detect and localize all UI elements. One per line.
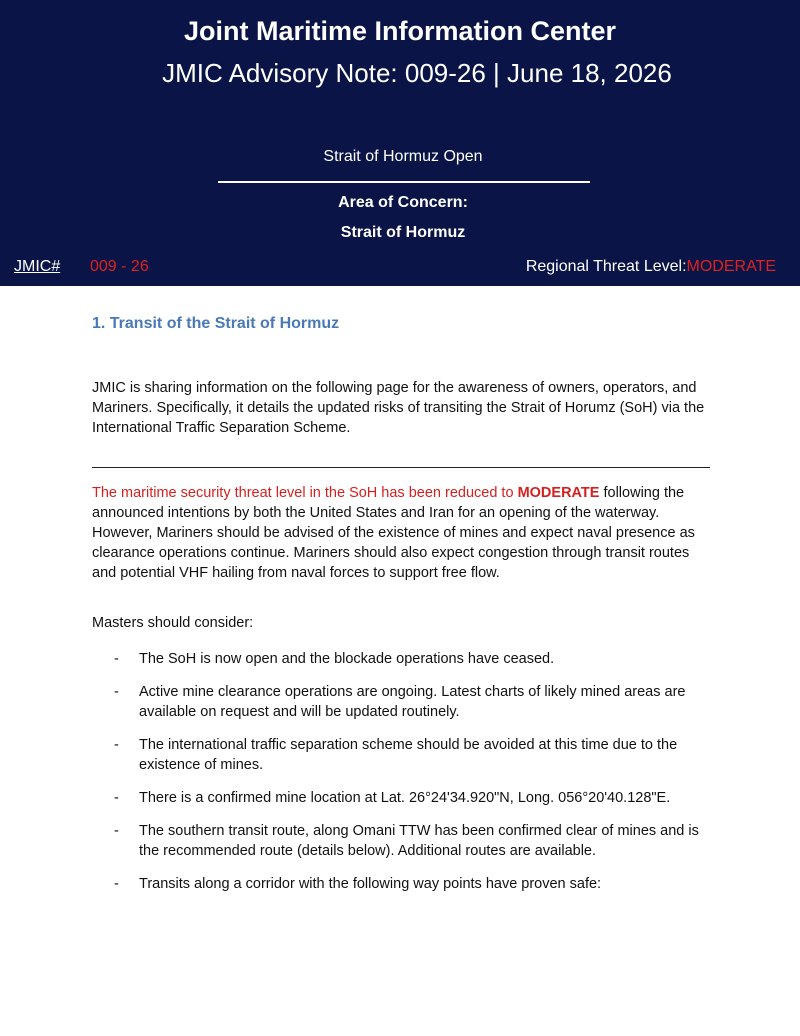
- threat-level-emphasis: MODERATE: [517, 485, 600, 501]
- list-item: [92, 821, 710, 861]
- threat-level-value: MODERATE: [686, 258, 776, 275]
- status-text: Strait of Hormuz Open: [323, 148, 483, 165]
- bullet-dash: -: [114, 823, 119, 839]
- jmic-number-value: 009 - 26: [90, 258, 149, 275]
- area-of-concern-value: Strait of Hormuz: [340, 224, 466, 241]
- jmic-number-label: JMIC#: [14, 258, 61, 275]
- list-item-text: The international traffic separation scheme should be avoided at this time due to the existence of mines.: [139, 737, 678, 773]
- advisory-header: [0, 0, 800, 286]
- bullet-dash: -: [114, 876, 119, 892]
- list-item: [92, 682, 710, 722]
- considerations-list: [92, 649, 710, 907]
- bullet-dash: -: [114, 790, 119, 806]
- threat-details: following the announced intentions by both the United States and Iran for an opening of the waterway. However, Mariners should be advised of the existence of mines and expect naval presence as clearance operations continue. Mariners should also expect congestion through transit routes and potential VHF hailing from naval forces to support free flow.: [92, 485, 695, 581]
- header-divider: [218, 181, 590, 183]
- regional-threat-level: [526, 258, 776, 276]
- section-divider: [92, 467, 710, 468]
- list-item: [92, 649, 710, 669]
- list-item-text: There is a confirmed mine location at Lat. 26°24'34.920"N, Long. 056°20'40.128"E.: [139, 790, 671, 806]
- list-item-text: Transits along a corridor with the following way points have proven safe:: [139, 876, 602, 892]
- intro-paragraph: JMIC is sharing information on the following page for the awareness of owners, operators, and Mariners. Specifically, it details the updated risks of transiting the Strait of Horumz (SoH) via the International Traffic Separation Scheme.: [92, 380, 705, 436]
- list-item-text: The SoH is now open and the blockade operations have ceased.: [139, 651, 555, 667]
- threat-level-label: Regional Threat Level:: [525, 258, 687, 275]
- bullet-dash: -: [114, 737, 119, 753]
- area-of-concern-label: Area of Concern:: [338, 194, 468, 211]
- list-item-text: Active mine clearance operations are ongoing. Latest charts of likely mined areas are available on request and will be updated routinely.: [139, 684, 686, 720]
- center-title: Joint Maritime Information Center: [183, 16, 617, 46]
- masters-label: Masters should consider:: [92, 615, 254, 631]
- advisory-subtitle: JMIC Advisory Note: 009-26 | June 18, 2026: [162, 58, 672, 88]
- threat-statement: The maritime security threat level in the SoH has been reduced to: [92, 485, 518, 501]
- list-item: [92, 788, 710, 808]
- list-item: [92, 874, 710, 894]
- bullet-dash: -: [114, 684, 119, 700]
- list-item-text: The southern transit route, along Omani TTW has been confirmed clear of mines and is the recommended route (details below). Additional routes are available.: [139, 823, 699, 859]
- bullet-dash: -: [114, 651, 119, 667]
- threat-paragraph: [92, 483, 710, 583]
- list-item: [92, 735, 710, 775]
- section-title: 1. Transit of the Strait of Hormuz: [92, 315, 340, 332]
